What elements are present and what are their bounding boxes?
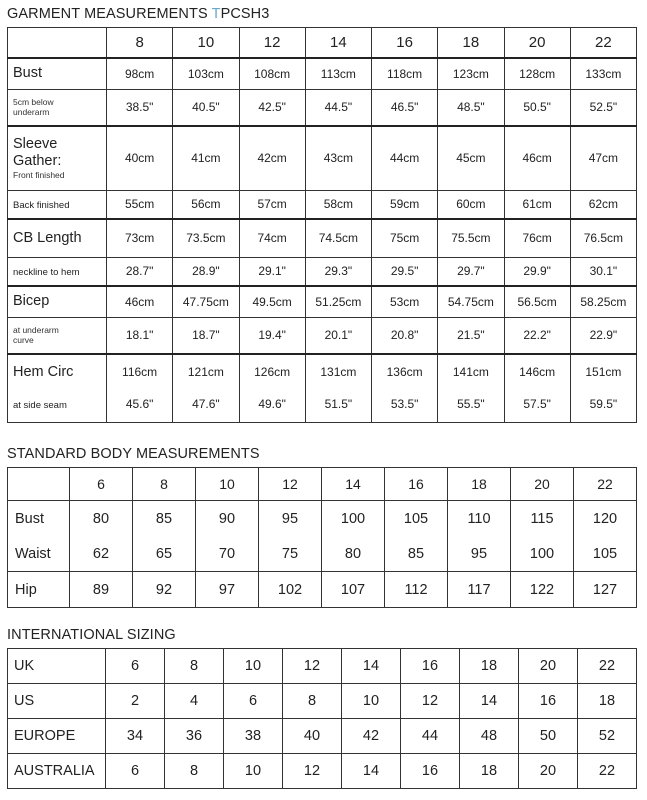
table-cell: 4 bbox=[165, 684, 224, 719]
table-cell: 65 bbox=[133, 536, 196, 572]
garment-size-header: 18 bbox=[438, 28, 504, 59]
table-cell: 42.5" bbox=[239, 89, 305, 126]
table-cell: 38 bbox=[224, 719, 283, 754]
table-cell: 103cm bbox=[173, 58, 239, 89]
intl-row-australia bbox=[8, 754, 637, 789]
body-size-header: 10 bbox=[196, 468, 259, 501]
sleeve-back-label: Back finished bbox=[13, 200, 70, 212]
table-cell: 6 bbox=[106, 649, 165, 684]
table-cell: 46cm bbox=[107, 286, 173, 317]
table-cell: 80 bbox=[70, 501, 133, 537]
intl-row-europe bbox=[8, 719, 637, 754]
standard-body-table bbox=[7, 467, 637, 608]
garment-row-bust bbox=[8, 58, 637, 89]
table-cell: 48 bbox=[460, 719, 519, 754]
table-cell: 73.5cm bbox=[173, 219, 239, 257]
table-cell: 18.7" bbox=[173, 317, 239, 354]
body-row-bust bbox=[8, 501, 637, 537]
garment-row-hem-circ bbox=[8, 354, 637, 422]
bicep-sub-label-1: at underarm bbox=[13, 325, 59, 336]
body-size-header: 6 bbox=[70, 468, 133, 501]
cb-length-label: CB Length bbox=[13, 229, 82, 246]
table-cell: 95 bbox=[448, 536, 511, 572]
hem-inch-value: 51.5" bbox=[324, 397, 353, 412]
table-cell: 61cm bbox=[504, 190, 570, 219]
table-cell: 28.7" bbox=[107, 257, 173, 286]
garment-size-header-row bbox=[8, 28, 637, 59]
table-cell: 108cm bbox=[239, 58, 305, 89]
hem-cm-value: 131cm bbox=[320, 365, 357, 380]
table-cell: 18 bbox=[460, 754, 519, 789]
table-cell: 100 bbox=[322, 501, 385, 537]
hem-cm-value: 126cm bbox=[254, 365, 291, 380]
garment-row-cb-sub bbox=[8, 257, 637, 286]
hem-inch-value: 53.5" bbox=[390, 397, 419, 412]
table-cell: 75 bbox=[259, 536, 322, 572]
table-cell bbox=[504, 354, 570, 422]
table-cell: 18.1" bbox=[107, 317, 173, 354]
table-cell: 92 bbox=[133, 572, 196, 608]
table-cell: 47cm bbox=[570, 126, 636, 190]
table-cell: 75.5cm bbox=[438, 219, 504, 257]
table-cell: 38.5" bbox=[107, 89, 173, 126]
row-label: US bbox=[8, 684, 106, 719]
row-label bbox=[8, 257, 107, 286]
table-cell: 53cm bbox=[372, 286, 438, 317]
table-cell: 22 bbox=[578, 754, 637, 789]
table-cell: 127 bbox=[574, 572, 637, 608]
table-cell: 98cm bbox=[107, 58, 173, 89]
cb-sub-label: neckline to hem bbox=[13, 267, 80, 279]
body-size-header: 20 bbox=[511, 468, 574, 501]
row-label bbox=[8, 190, 107, 219]
hem-cm-value: 121cm bbox=[187, 365, 224, 380]
table-cell: 44cm bbox=[372, 126, 438, 190]
table-cell: 20 bbox=[519, 649, 578, 684]
table-cell: 74.5cm bbox=[305, 219, 371, 257]
table-cell: 107 bbox=[322, 572, 385, 608]
table-cell bbox=[372, 354, 438, 422]
garment-title-rest: PCSH3 bbox=[220, 6, 270, 22]
table-cell: 8 bbox=[165, 754, 224, 789]
intl-row-us bbox=[8, 684, 637, 719]
table-cell bbox=[239, 354, 305, 422]
table-cell: 43cm bbox=[305, 126, 371, 190]
row-label: Waist bbox=[8, 536, 70, 572]
table-cell: 30.1" bbox=[570, 257, 636, 286]
table-cell: 85 bbox=[385, 536, 448, 572]
table-cell: 44 bbox=[401, 719, 460, 754]
table-cell: 52 bbox=[578, 719, 637, 754]
row-label bbox=[8, 126, 107, 190]
table-cell: 44.5" bbox=[305, 89, 371, 126]
table-cell: 133cm bbox=[570, 58, 636, 89]
table-cell: 14 bbox=[342, 754, 401, 789]
table-cell: 29.5" bbox=[372, 257, 438, 286]
table-cell: 10 bbox=[342, 684, 401, 719]
hem-inch-value: 59.5" bbox=[589, 397, 618, 412]
row-label: EUROPE bbox=[8, 719, 106, 754]
table-cell bbox=[107, 354, 173, 422]
table-cell: 97 bbox=[196, 572, 259, 608]
body-size-header: 18 bbox=[448, 468, 511, 501]
hem-sub-label: at side seam bbox=[13, 399, 67, 411]
table-cell: 102 bbox=[259, 572, 322, 608]
table-cell: 22.9" bbox=[570, 317, 636, 354]
garment-title bbox=[7, 6, 269, 22]
table-cell: 46.5" bbox=[372, 89, 438, 126]
table-cell: 70 bbox=[196, 536, 259, 572]
row-label: Bust bbox=[8, 501, 70, 537]
table-cell: 29.9" bbox=[504, 257, 570, 286]
sleeve-label-1: Sleeve bbox=[13, 136, 58, 153]
table-cell: 16 bbox=[519, 684, 578, 719]
garment-size-header: 16 bbox=[372, 28, 438, 59]
table-cell: 89 bbox=[70, 572, 133, 608]
table-cell: 40.5" bbox=[173, 89, 239, 126]
row-label bbox=[8, 317, 107, 354]
table-cell: 18 bbox=[460, 649, 519, 684]
body-size-header: 8 bbox=[133, 468, 196, 501]
garment-row-cb-length bbox=[8, 219, 637, 257]
hem-inch-value: 47.6" bbox=[192, 397, 220, 412]
table-cell: 21.5" bbox=[438, 317, 504, 354]
table-cell: 8 bbox=[165, 649, 224, 684]
table-cell: 59cm bbox=[372, 190, 438, 219]
table-cell: 54.75cm bbox=[438, 286, 504, 317]
table-cell: 112 bbox=[385, 572, 448, 608]
row-label: Hip bbox=[8, 572, 70, 608]
table-cell: 48.5" bbox=[438, 89, 504, 126]
table-cell: 6 bbox=[224, 684, 283, 719]
intl-row-uk bbox=[8, 649, 637, 684]
table-cell: 122 bbox=[511, 572, 574, 608]
body-size-header: 12 bbox=[259, 468, 322, 501]
hem-cm-value: 116cm bbox=[122, 365, 158, 380]
hem-cm-value: 141cm bbox=[452, 365, 489, 380]
garment-header-corner bbox=[8, 28, 107, 59]
garment-row-sleeve-back bbox=[8, 190, 637, 219]
garment-row-bicep-sub bbox=[8, 317, 637, 354]
body-size-header: 14 bbox=[322, 468, 385, 501]
body-row-hip bbox=[8, 572, 637, 608]
table-cell: 10 bbox=[224, 754, 283, 789]
row-label bbox=[8, 58, 107, 89]
table-cell: 60cm bbox=[438, 190, 504, 219]
table-cell: 74cm bbox=[239, 219, 305, 257]
table-cell: 36 bbox=[165, 719, 224, 754]
table-cell: 50.5" bbox=[504, 89, 570, 126]
table-cell: 110 bbox=[448, 501, 511, 537]
garment-size-header: 10 bbox=[173, 28, 239, 59]
body-header-corner bbox=[8, 468, 70, 501]
body-size-header: 22 bbox=[574, 468, 637, 501]
hem-cm-value: 146cm bbox=[519, 365, 556, 380]
table-cell: 90 bbox=[196, 501, 259, 537]
table-cell: 45cm bbox=[438, 126, 504, 190]
table-cell: 19.4" bbox=[239, 317, 305, 354]
table-cell bbox=[173, 354, 239, 422]
garment-row-bust-sub bbox=[8, 89, 637, 126]
row-label: AUSTRALIA bbox=[8, 754, 106, 789]
table-cell: 28.9" bbox=[173, 257, 239, 286]
table-cell bbox=[438, 354, 504, 422]
garment-size-header: 14 bbox=[305, 28, 371, 59]
table-cell: 2 bbox=[106, 684, 165, 719]
table-cell: 105 bbox=[385, 501, 448, 537]
table-cell: 29.7" bbox=[438, 257, 504, 286]
table-cell: 47.75cm bbox=[173, 286, 239, 317]
row-label bbox=[8, 286, 107, 317]
table-cell: 34 bbox=[106, 719, 165, 754]
table-cell: 50 bbox=[519, 719, 578, 754]
hem-cm-value: 136cm bbox=[386, 365, 423, 380]
table-cell: 55cm bbox=[107, 190, 173, 219]
sleeve-label-2: Gather: bbox=[13, 153, 62, 170]
body-row-waist bbox=[8, 536, 637, 572]
table-cell: 20.1" bbox=[305, 317, 371, 354]
garment-size-header: 20 bbox=[504, 28, 570, 59]
table-cell: 40 bbox=[283, 719, 342, 754]
table-cell: 56cm bbox=[173, 190, 239, 219]
hem-circ-label: Hem Circ bbox=[13, 363, 74, 380]
bust-sub-label-1: 5cm below bbox=[13, 97, 54, 108]
table-cell: 16 bbox=[401, 754, 460, 789]
bust-sub-label-2: underarm bbox=[13, 107, 50, 118]
table-cell: 62 bbox=[70, 536, 133, 572]
table-cell: 58cm bbox=[305, 190, 371, 219]
garment-size-header: 12 bbox=[239, 28, 305, 59]
table-cell: 100 bbox=[511, 536, 574, 572]
table-cell: 73cm bbox=[107, 219, 173, 257]
table-cell: 20.8" bbox=[372, 317, 438, 354]
table-cell: 8 bbox=[283, 684, 342, 719]
row-label bbox=[8, 89, 107, 126]
hem-inch-value: 49.6" bbox=[258, 397, 286, 412]
table-cell: 62cm bbox=[570, 190, 636, 219]
garment-size-header: 22 bbox=[570, 28, 636, 59]
bust-label: Bust bbox=[13, 65, 43, 82]
garment-row-bicep bbox=[8, 286, 637, 317]
table-cell: 51.25cm bbox=[305, 286, 371, 317]
garment-size-header: 8 bbox=[107, 28, 173, 59]
table-cell: 120 bbox=[574, 501, 637, 537]
table-cell: 75cm bbox=[372, 219, 438, 257]
table-cell: 117 bbox=[448, 572, 511, 608]
table-cell: 118cm bbox=[372, 58, 438, 89]
table-cell: 18 bbox=[578, 684, 637, 719]
table-cell bbox=[570, 354, 636, 422]
garment-row-sleeve bbox=[8, 126, 637, 190]
table-cell bbox=[305, 354, 371, 422]
table-cell: 105 bbox=[574, 536, 637, 572]
table-cell: 85 bbox=[133, 501, 196, 537]
row-label bbox=[8, 219, 107, 257]
table-cell: 14 bbox=[460, 684, 519, 719]
table-cell: 12 bbox=[283, 649, 342, 684]
table-cell: 29.1" bbox=[239, 257, 305, 286]
table-cell: 40cm bbox=[107, 126, 173, 190]
garment-title-main: GARMENT MEASUREMENTS bbox=[7, 6, 212, 22]
table-cell: 12 bbox=[283, 754, 342, 789]
international-sizing-table bbox=[7, 648, 637, 789]
table-cell: 16 bbox=[401, 649, 460, 684]
table-cell: 46cm bbox=[504, 126, 570, 190]
row-label bbox=[8, 354, 107, 422]
table-cell: 22.2" bbox=[504, 317, 570, 354]
table-cell: 41cm bbox=[173, 126, 239, 190]
standard-body-title: STANDARD BODY MEASUREMENTS bbox=[7, 446, 260, 462]
table-cell: 76.5cm bbox=[570, 219, 636, 257]
table-cell: 123cm bbox=[438, 58, 504, 89]
garment-title-accent: T bbox=[211, 6, 221, 22]
table-cell: 42cm bbox=[239, 126, 305, 190]
table-cell: 113cm bbox=[305, 58, 371, 89]
table-cell: 115 bbox=[511, 501, 574, 537]
row-label: UK bbox=[8, 649, 106, 684]
bicep-label: Bicep bbox=[13, 293, 50, 310]
table-cell: 49.5cm bbox=[239, 286, 305, 317]
table-cell: 57cm bbox=[239, 190, 305, 219]
body-size-header-row bbox=[8, 468, 637, 501]
hem-inch-value: 57.5" bbox=[523, 397, 551, 412]
sleeve-label-3: Front finished bbox=[13, 170, 65, 181]
table-cell: 80 bbox=[322, 536, 385, 572]
table-cell: 58.25cm bbox=[570, 286, 636, 317]
hem-inch-value: 55.5" bbox=[457, 397, 485, 412]
hem-inch-value: 45.6" bbox=[125, 397, 154, 412]
table-cell: 22 bbox=[578, 649, 637, 684]
table-cell: 10 bbox=[224, 649, 283, 684]
table-cell: 6 bbox=[106, 754, 165, 789]
hem-cm-value: 151cm bbox=[585, 365, 622, 380]
table-cell: 56.5cm bbox=[504, 286, 570, 317]
table-cell: 29.3" bbox=[305, 257, 371, 286]
table-cell: 76cm bbox=[504, 219, 570, 257]
table-cell: 12 bbox=[401, 684, 460, 719]
table-cell: 42 bbox=[342, 719, 401, 754]
international-title: INTERNATIONAL SIZING bbox=[7, 627, 176, 643]
table-cell: 52.5" bbox=[570, 89, 636, 126]
table-cell: 95 bbox=[259, 501, 322, 537]
table-cell: 128cm bbox=[504, 58, 570, 89]
table-cell: 20 bbox=[519, 754, 578, 789]
table-cell: 14 bbox=[342, 649, 401, 684]
body-size-header: 16 bbox=[385, 468, 448, 501]
bicep-sub-label-2: curve bbox=[13, 335, 34, 346]
garment-measurements-table bbox=[7, 27, 637, 423]
